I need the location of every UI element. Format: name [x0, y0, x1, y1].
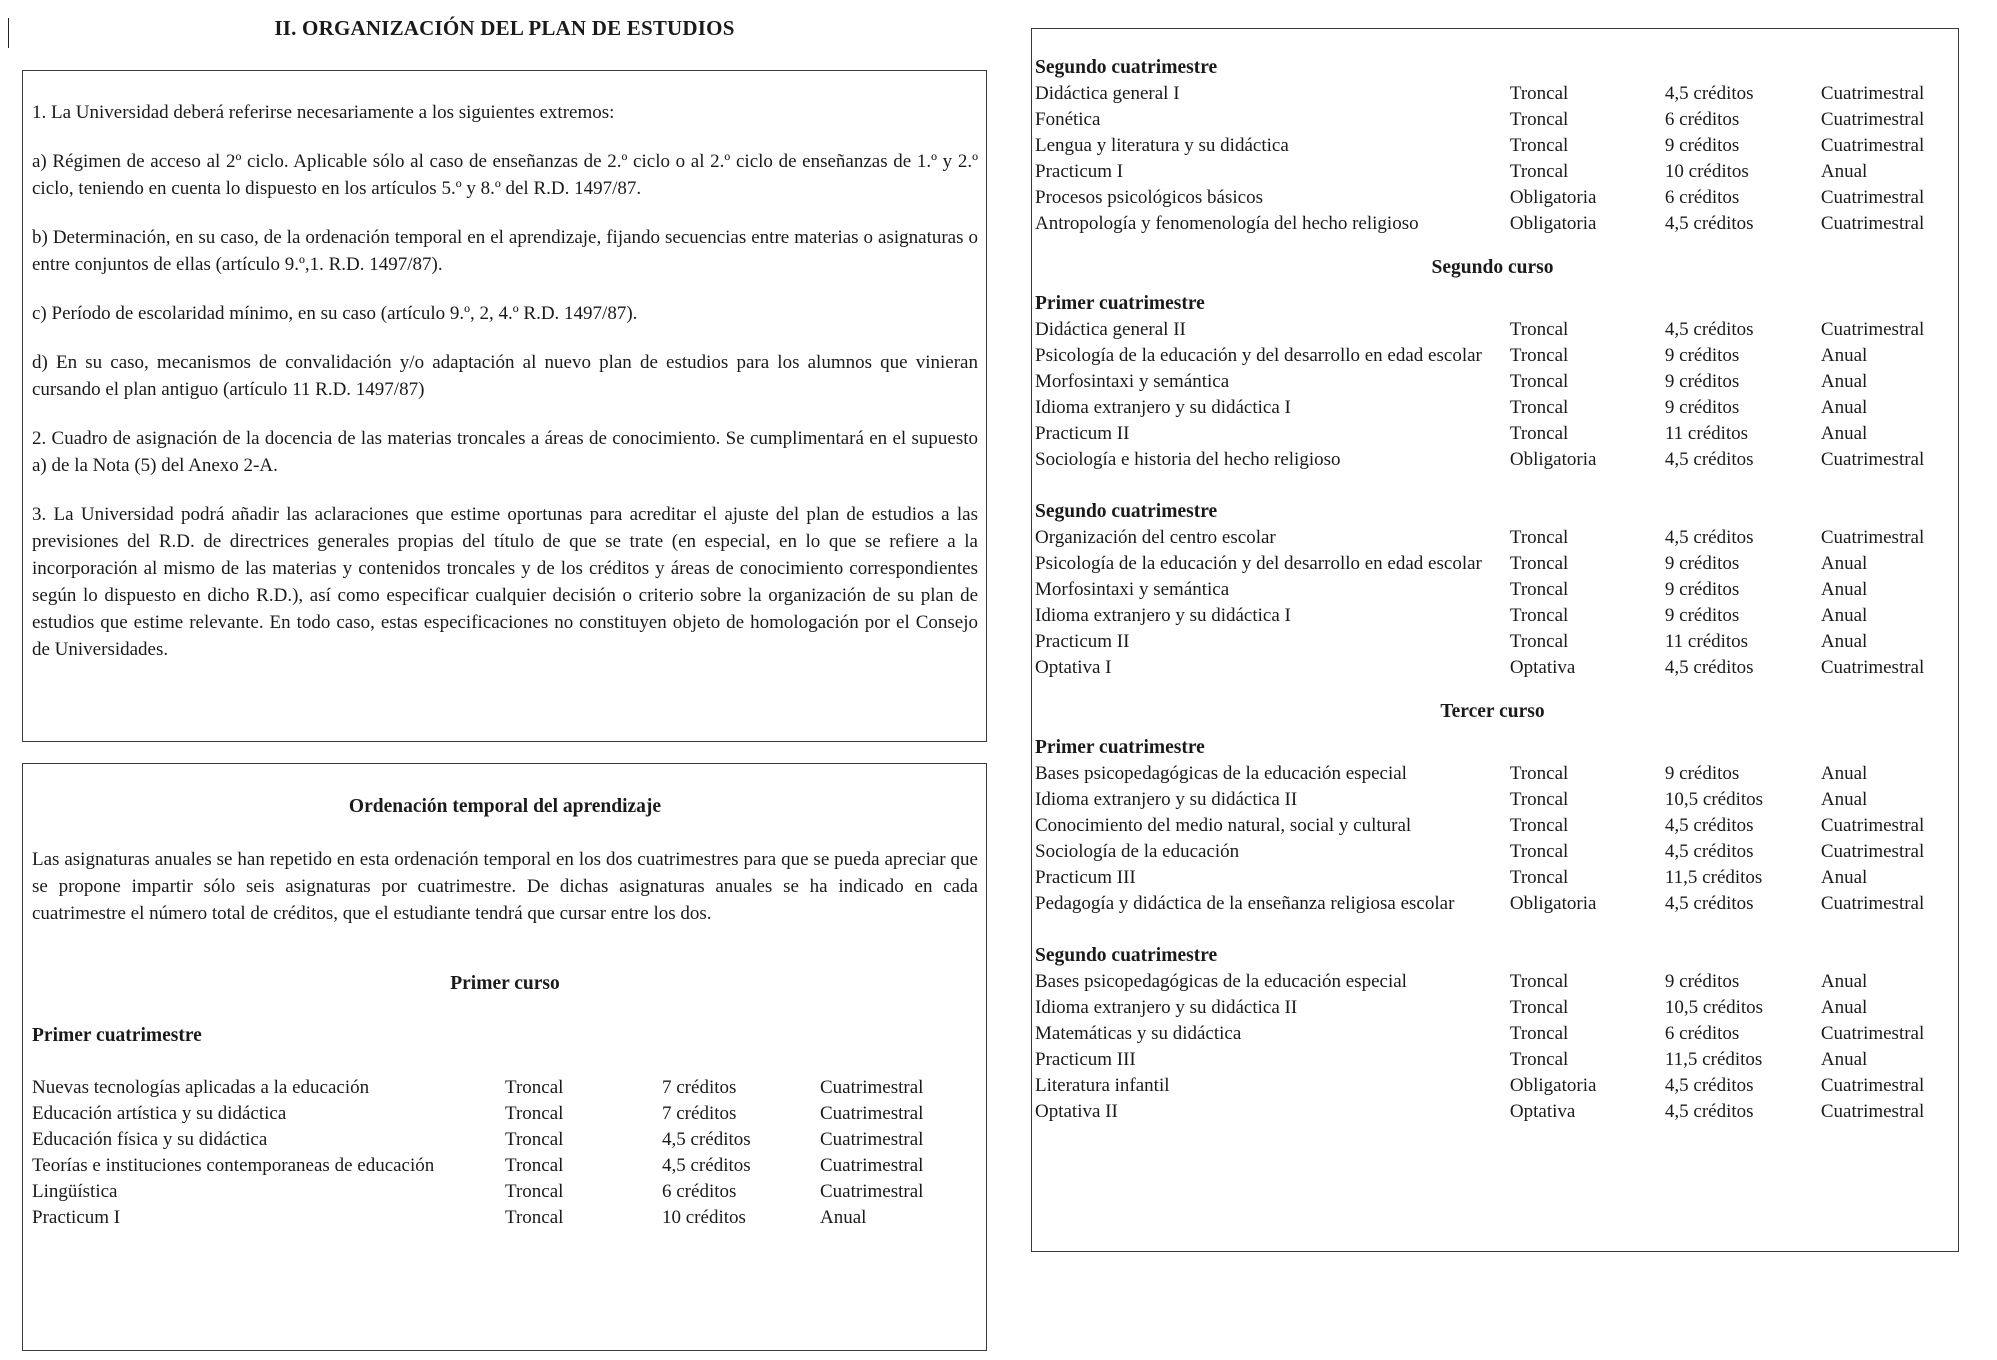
subject-credits: 9 créditos	[1664, 135, 1740, 156]
table-row	[32, 1179, 978, 1205]
subject-duration: Cuatrimestral	[1820, 841, 1925, 862]
subject-duration: Cuatrimestral	[1820, 83, 1925, 104]
table-row	[1035, 865, 1950, 891]
subject-name: Nuevas tecnologías aplicadas a la educación	[32, 1077, 370, 1098]
subject-duration: Cuatrimestral	[820, 1129, 924, 1150]
subject-duration: Anual	[1820, 971, 1868, 992]
subject-type: Troncal	[1509, 397, 1569, 418]
subject-duration: Anual	[1820, 997, 1868, 1018]
table-row	[1035, 1073, 1950, 1099]
subject-credits: 10 créditos	[1664, 161, 1749, 182]
ordenacion-box	[22, 763, 987, 1351]
subject-list	[32, 1075, 978, 1231]
subject-type: Obligatoria	[1509, 187, 1597, 208]
subject-type: Troncal	[1509, 83, 1569, 104]
instruction-paragraph: 1. La Universidad deberá referirse necesariamente a los siguientes extremos:	[32, 102, 615, 123]
table-row	[1035, 813, 1950, 839]
subject-name: Idioma extranjero y su didáctica I	[1035, 605, 1291, 626]
table-row	[32, 1075, 978, 1101]
subject-credits: 10,5 créditos	[1664, 789, 1764, 810]
subject-type: Obligatoria	[1509, 893, 1597, 914]
subject-credits: 4,5 créditos	[662, 1129, 751, 1150]
subject-credits: 4,5 créditos	[1664, 449, 1754, 470]
subject-name: Practicum II	[1035, 631, 1130, 652]
subject-duration: Anual	[1820, 867, 1868, 888]
ordenacion-intro: Las asignaturas anuales se han repetido en esta ordenación temporal en los dos cuatrimestres para que se pueda apreciar que se propone impartir sólo seis asignaturas por cuatrimestre. De dichas asignaturas anuales se ha indicado en cada cuatrimestre el número total de créditos, que el estudiante tendrá que cursar entre los dos.	[32, 849, 978, 924]
margin-mark	[8, 18, 9, 48]
subject-type: Troncal	[1509, 1023, 1569, 1044]
table-row	[1035, 159, 1950, 185]
subject-type: Troncal	[505, 1155, 564, 1176]
subject-credits: 4,5 créditos	[1664, 1075, 1754, 1096]
subject-name: Didáctica general II	[1035, 319, 1186, 340]
subject-type: Troncal	[1509, 631, 1569, 652]
subject-type: Troncal	[1509, 815, 1569, 836]
subject-name: Conocimiento del medio natural, social y cultural	[1035, 815, 1412, 836]
subject-duration: Anual	[1820, 579, 1868, 600]
table-row	[1035, 211, 1950, 237]
table-row	[1035, 787, 1950, 813]
subject-credits: 4,5 créditos	[1664, 213, 1754, 234]
subject-duration: Cuatrimestral	[1820, 1075, 1925, 1096]
subject-list	[1035, 761, 1950, 917]
course-title-tercer: Tercer curso	[1440, 701, 1545, 722]
plan-continuation-box	[1031, 28, 1959, 1252]
subject-name: Teorías e instituciones contemporaneas de educación	[32, 1155, 435, 1176]
subject-name: Idioma extranjero y su didáctica I	[1035, 397, 1291, 418]
subject-duration: Anual	[1820, 605, 1868, 626]
instructions-box	[22, 70, 987, 742]
subject-type: Troncal	[505, 1129, 564, 1150]
subject-credits: 6 créditos	[1664, 187, 1740, 208]
subject-type: Troncal	[1509, 605, 1569, 626]
subject-name: Antropología y fenomenología del hecho religioso	[1035, 213, 1419, 234]
table-row	[1035, 525, 1950, 551]
subject-duration: Anual	[1820, 763, 1868, 784]
subject-duration: Cuatrimestral	[1820, 657, 1925, 678]
table-row	[32, 1153, 978, 1179]
subject-type: Obligatoria	[1509, 449, 1597, 470]
subject-type: Optativa	[1509, 1101, 1576, 1122]
subject-credits: 6 créditos	[1664, 1023, 1740, 1044]
table-row	[1035, 1047, 1950, 1073]
table-row	[1035, 343, 1950, 369]
subject-type: Troncal	[505, 1103, 564, 1124]
table-row	[1035, 577, 1950, 603]
subject-credits: 11,5 créditos	[1664, 1049, 1763, 1070]
subject-credits: 11 créditos	[1664, 631, 1749, 652]
table-row	[1035, 395, 1950, 421]
subject-type: Troncal	[1509, 997, 1569, 1018]
subject-duration: Anual	[1820, 161, 1868, 182]
table-row	[32, 1127, 978, 1153]
subject-credits: 11,5 créditos	[1664, 867, 1763, 888]
table-row	[1035, 421, 1950, 447]
subject-credits: 9 créditos	[1664, 971, 1740, 992]
subject-type: Troncal	[1509, 971, 1569, 992]
subject-credits: 4,5 créditos	[1664, 83, 1754, 104]
subject-name: Sociología de la educación	[1035, 841, 1240, 862]
table-row	[1035, 133, 1950, 159]
subject-type: Troncal	[1509, 161, 1569, 182]
subject-duration: Cuatrimestral	[820, 1077, 924, 1098]
subject-list	[1035, 969, 1950, 1125]
table-row	[1035, 185, 1950, 211]
instruction-paragraph: b) Determinación, en su caso, de la ordenación temporal en el aprendizaje, fijando secuencias entre materias o asignaturas o entre conjuntos de ellas (artículo 9.º,1. R.D. 1497/87).	[32, 227, 978, 275]
semester-title: Segundo cuatrimestre	[1035, 57, 1218, 78]
subject-credits: 4,5 créditos	[1664, 893, 1754, 914]
subject-type: Troncal	[505, 1077, 564, 1098]
subject-credits: 9 créditos	[1664, 763, 1740, 784]
subject-duration: Anual	[820, 1207, 867, 1228]
instruction-paragraph: 3. La Universidad podrá añadir las aclaraciones que estime oportunas para acreditar el ajuste del plan de estudios a las previsiones del R.D. de directrices generales propias del título de que se trate (en especial, en lo que se refiere a la incorporación al mismo de las materias y contenidos troncales y de los créditos y áreas de conocimiento correspondientes según lo dispuesto en dicho R.D.), así como especificar cualquier decisión o criterio sobre la organización de su plan de estudios que estime relevante. En todo caso, estas especificaciones no constituyen objeto de homologación por el Consejo de Universidades.	[32, 504, 978, 660]
subject-credits: 4,5 créditos	[1664, 527, 1754, 548]
subject-duration: Cuatrimestral	[1820, 1101, 1925, 1122]
subject-name: Didáctica general I	[1035, 83, 1180, 104]
table-row	[1035, 107, 1950, 133]
instruction-paragraph: d) En su caso, mecanismos de convalidación y/o adaptación al nuevo plan de estudios para los alumnos que vinieran cursando el plan antiguo (artículo 11 R.D. 1497/87)	[32, 352, 978, 400]
subject-credits: 4,5 créditos	[1664, 815, 1754, 836]
subject-type: Troncal	[1509, 319, 1569, 340]
subject-type: Obligatoria	[1509, 213, 1597, 234]
subject-type: Troncal	[1509, 1049, 1569, 1070]
subject-credits: 7 créditos	[662, 1077, 737, 1098]
subject-duration: Cuatrimestral	[820, 1155, 924, 1176]
subject-duration: Anual	[1820, 371, 1868, 392]
table-row	[1035, 839, 1950, 865]
subject-duration: Cuatrimestral	[1820, 449, 1925, 470]
subject-credits: 6 créditos	[1664, 109, 1740, 130]
subject-duration: Cuatrimestral	[1820, 1023, 1925, 1044]
subject-duration: Anual	[1820, 1049, 1868, 1070]
subject-name: Procesos psicológicos básicos	[1035, 187, 1263, 208]
table-row	[1035, 447, 1950, 473]
subject-list	[1035, 317, 1950, 473]
subject-duration: Anual	[1820, 345, 1868, 366]
subject-credits: 7 créditos	[662, 1103, 737, 1124]
subject-credits: 9 créditos	[1664, 579, 1740, 600]
subject-name: Bases psicopedagógicas de la educación especial	[1035, 763, 1407, 784]
subject-type: Troncal	[1509, 579, 1569, 600]
course-title-primer: Primer curso	[450, 973, 560, 994]
subject-duration: Cuatrimestral	[1820, 815, 1925, 836]
subject-name: Morfosintaxi y semántica	[1035, 371, 1230, 392]
subject-credits: 10,5 créditos	[1664, 997, 1764, 1018]
subject-type: Troncal	[1509, 763, 1569, 784]
page-title: II. ORGANIZACIÓN DEL PLAN DE ESTUDIOS	[274, 16, 735, 40]
semester-title: Primer cuatrimestre	[1035, 737, 1205, 758]
table-row	[1035, 655, 1950, 681]
subject-type: Troncal	[1509, 553, 1569, 574]
subject-name: Lingüística	[32, 1181, 118, 1202]
subject-duration: Cuatrimestral	[1820, 319, 1925, 340]
subject-duration: Anual	[1820, 423, 1868, 444]
subject-name: Practicum I	[32, 1207, 121, 1228]
table-row	[1035, 995, 1950, 1021]
subject-duration: Cuatrimestral	[1820, 527, 1925, 548]
subject-type: Obligatoria	[1509, 1075, 1597, 1096]
subject-type: Troncal	[1509, 789, 1569, 810]
subject-credits: 6 créditos	[662, 1181, 737, 1202]
subject-duration: Anual	[1820, 397, 1868, 418]
subject-type: Troncal	[1509, 867, 1569, 888]
subject-name: Fonética	[1035, 109, 1101, 130]
subject-name: Idioma extranjero y su didáctica II	[1035, 997, 1298, 1018]
subject-type: Optativa	[1509, 657, 1576, 678]
subject-name: Practicum III	[1035, 867, 1136, 888]
subject-type: Troncal	[1509, 109, 1569, 130]
subject-type: Troncal	[1509, 135, 1569, 156]
subject-name: Organización del centro escolar	[1035, 527, 1276, 548]
subject-name: Educación física y su didáctica	[32, 1129, 268, 1150]
subject-credits: 9 créditos	[1664, 345, 1740, 366]
subject-list	[1035, 81, 1950, 237]
subject-name: Optativa II	[1035, 1101, 1118, 1122]
subject-name: Idioma extranjero y su didáctica II	[1035, 789, 1298, 810]
instruction-paragraph: c) Período de escolaridad mínimo, en su caso (artículo 9.º, 2, 4.º R.D. 1497/87).	[32, 303, 638, 324]
subject-name: Lengua y literatura y su didáctica	[1035, 135, 1289, 156]
subject-credits: 4,5 créditos	[1664, 319, 1754, 340]
subject-name: Psicología de la educación y del desarrollo en edad escolar	[1035, 553, 1482, 574]
subject-credits: 4,5 créditos	[662, 1155, 751, 1176]
subject-duration: Anual	[1820, 789, 1868, 810]
table-row	[32, 1101, 978, 1127]
table-row	[1035, 629, 1950, 655]
subject-type: Troncal	[505, 1181, 564, 1202]
table-row	[1035, 603, 1950, 629]
subject-name: Optativa I	[1035, 657, 1112, 678]
subject-type: Troncal	[505, 1207, 564, 1228]
subject-name: Bases psicopedagógicas de la educación especial	[1035, 971, 1407, 992]
subject-name: Pedagogía y didáctica de la enseñanza religiosa escolar	[1035, 893, 1455, 914]
semester-title: Segundo cuatrimestre	[1035, 501, 1218, 522]
table-row	[1035, 551, 1950, 577]
subject-type: Troncal	[1509, 423, 1569, 444]
table-row	[1035, 891, 1950, 917]
subject-name: Literatura infantil	[1035, 1075, 1170, 1096]
subject-duration: Cuatrimestral	[1820, 109, 1925, 130]
subject-credits: 4,5 créditos	[1664, 657, 1754, 678]
subject-credits: 9 créditos	[1664, 371, 1740, 392]
subject-credits: 4,5 créditos	[1664, 1101, 1754, 1122]
subject-name: Practicum III	[1035, 1049, 1136, 1070]
subject-name: Psicología de la educación y del desarrollo en edad escolar	[1035, 345, 1482, 366]
table-row	[1035, 1099, 1950, 1125]
subject-credits: 10 créditos	[662, 1207, 746, 1228]
table-row	[1035, 369, 1950, 395]
instruction-paragraph: a) Régimen de acceso al 2º ciclo. Aplicable sólo al caso de enseñanzas de 2.º ciclo o al 2.º ciclo de enseñanzas de 1.º y 2.º ciclo, teniendo en cuenta lo dispuesto en los artículos 5.º y 8.º del R.D. 1497/87.	[32, 151, 978, 199]
subject-duration: Cuatrimestral	[1820, 187, 1925, 208]
subject-name: Matemáticas y su didáctica	[1035, 1023, 1242, 1044]
subject-credits: 9 créditos	[1664, 397, 1740, 418]
subject-duration: Cuatrimestral	[1820, 135, 1925, 156]
table-row	[1035, 81, 1950, 107]
subject-list	[1035, 525, 1950, 681]
subject-type: Troncal	[1509, 527, 1569, 548]
subject-duration: Cuatrimestral	[1820, 893, 1925, 914]
subject-duration: Cuatrimestral	[1820, 213, 1925, 234]
subject-name: Sociología e historia del hecho religioso	[1035, 449, 1341, 470]
ordenacion-title: Ordenación temporal del aprendizaje	[348, 796, 662, 817]
subject-name: Educación artística y su didáctica	[32, 1103, 287, 1124]
table-row	[1035, 969, 1950, 995]
subject-type: Troncal	[1509, 841, 1569, 862]
semester-title: Segundo cuatrimestre	[1035, 945, 1218, 966]
subject-credits: 4,5 créditos	[1664, 841, 1754, 862]
subject-type: Troncal	[1509, 371, 1569, 392]
instruction-paragraph: 2. Cuadro de asignación de la docencia de las materias troncales a áreas de conocimiento. Se cumplimentará en el supuesto a) de la Nota (5) del Anexo 2-A.	[32, 428, 978, 476]
subject-duration: Anual	[1820, 631, 1868, 652]
subject-credits: 11 créditos	[1664, 423, 1749, 444]
table-row	[1035, 1021, 1950, 1047]
subject-name: Morfosintaxi y semántica	[1035, 579, 1230, 600]
subject-duration: Anual	[1820, 553, 1868, 574]
table-row	[1035, 761, 1950, 787]
subject-duration: Cuatrimestral	[820, 1103, 924, 1124]
course-title-segundo: Segundo curso	[1431, 257, 1554, 278]
semester-title: Primer cuatrimestre	[1035, 293, 1205, 314]
subject-name: Practicum II	[1035, 423, 1130, 444]
subject-name: Practicum I	[1035, 161, 1124, 182]
table-row	[1035, 317, 1950, 343]
table-row	[32, 1205, 978, 1231]
subject-credits: 9 créditos	[1664, 605, 1740, 626]
subject-type: Troncal	[1509, 345, 1569, 366]
subject-duration: Cuatrimestral	[820, 1181, 924, 1202]
semester-title: Primer cuatrimestre	[32, 1025, 202, 1046]
subject-credits: 9 créditos	[1664, 553, 1740, 574]
